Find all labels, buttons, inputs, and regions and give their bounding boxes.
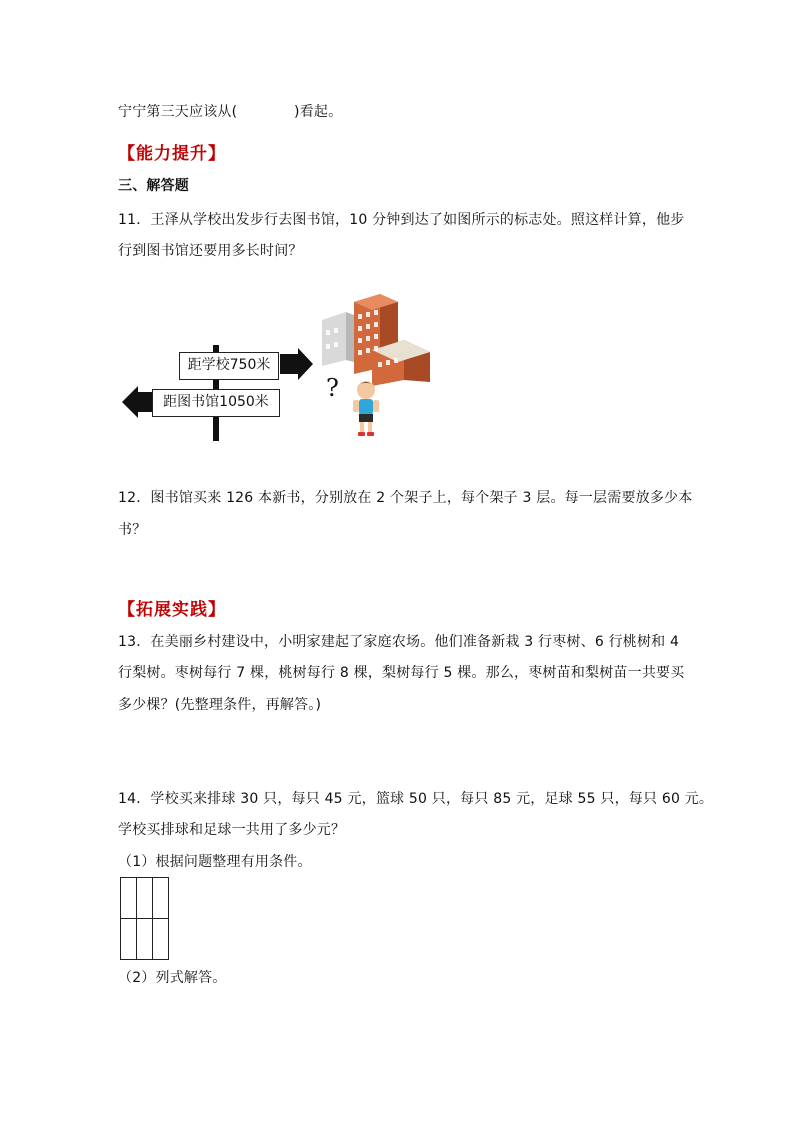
q14-text-line2: 学校买排球和足球一共用了多少元？ [118, 822, 346, 838]
question-mark: ? [326, 374, 339, 402]
q14-step2: （2）列式解答。 [118, 970, 227, 986]
q11-text-line1: 11．王泽从学校出发步行去图书馆，10 分钟到达了如图所示的标志处。照这样计算，他步 [118, 212, 685, 228]
sign-to-library [152, 389, 280, 417]
q13-text-line3: 多少棵？(先整理条件，再解答。) [118, 697, 322, 713]
sign-to-school-label: 距学校750米 [187, 357, 271, 373]
table-cell [121, 919, 137, 960]
arrow-left-icon [122, 386, 154, 418]
q12-text-line1: 12．图书馆买来 126 本新书，分别放在 2 个架子上，每个架子 3 层。每一层需要放多少本 [118, 490, 693, 506]
section-title-ability: 【能力提升】 [118, 144, 226, 164]
q14-text-line1: 14．学校买来排球 30 只，每只 45 元，篮球 50 只，每只 85 元，足球 55 只，每只 60 元。 [118, 791, 714, 807]
part-heading-answers: 三、解答题 [118, 178, 189, 194]
table-cell [137, 919, 153, 960]
boy-icon [353, 381, 379, 436]
sign-to-school [179, 352, 279, 380]
q10-answer-line: 宁宁第三天应该从( )看起。 [118, 104, 343, 120]
condition-table [120, 877, 169, 960]
table-cell [153, 878, 169, 919]
section-title-extend: 【拓展实践】 [118, 600, 226, 620]
table-row [121, 878, 169, 919]
library-building-icon [316, 290, 436, 440]
table-cell [153, 919, 169, 960]
sign-to-library-label: 距图书馆1050米 [163, 394, 269, 410]
q14-step1: （1）根据问题整理有用条件。 [118, 854, 312, 870]
library-boy-illustration [316, 290, 436, 440]
table-cell [121, 878, 137, 919]
arrow-right-icon [280, 348, 313, 380]
q11-text-line2: 行到图书馆还要用多长时间？ [118, 243, 303, 259]
q13-text-line1: 13．在美丽乡村建设中，小明家建起了家庭农场。他们准备新栽 3 行枣树、6 行桃树和 4 [118, 634, 680, 650]
table-row [121, 919, 169, 960]
table-cell [137, 878, 153, 919]
q13-text-line2: 行梨树。枣树每行 7 棵，桃树每行 8 棵，梨树每行 5 棵。那么，枣树苗和梨树苗一共要买 [118, 665, 685, 681]
q12-text-line2: 书？ [118, 522, 147, 538]
